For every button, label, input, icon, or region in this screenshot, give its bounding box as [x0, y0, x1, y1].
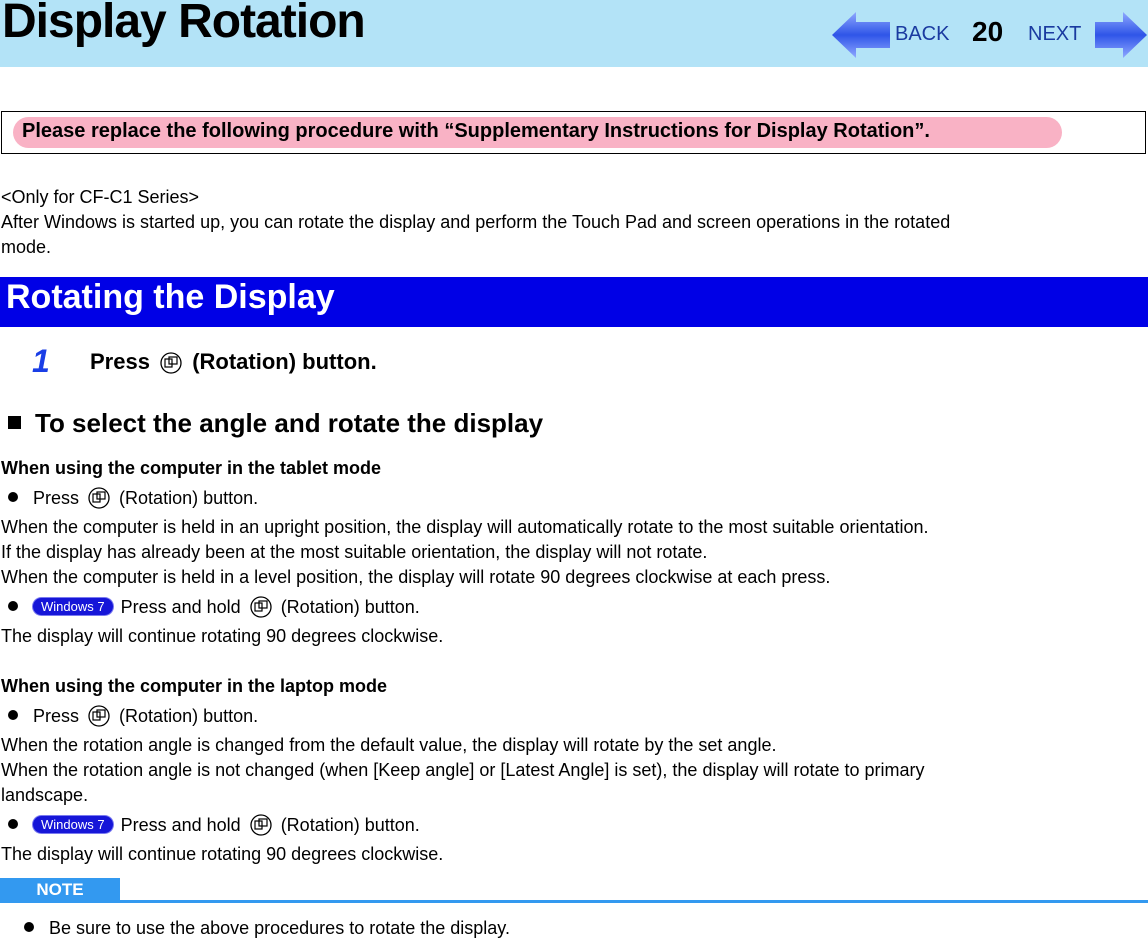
tablet-bullet-press — [8, 487, 258, 509]
tablet-line-3: When the computer is held in a level position, the display will rotate 90 degrees clockwise at each press. — [1, 567, 831, 587]
step-number: 1 — [32, 343, 50, 379]
rotation-button-text: (Rotation) button. — [119, 488, 259, 508]
rotation-button-icon — [160, 352, 182, 374]
step-press-text: Press — [90, 349, 150, 374]
tablet-line-2: If the display has already been at the most suitable orientation, the display will not rotate. — [1, 542, 708, 562]
laptop-bullet-press — [8, 705, 258, 727]
press-text: Press — [33, 706, 80, 726]
rotation-button-icon — [250, 596, 272, 618]
rotation-button-icon — [250, 814, 272, 836]
square-bullet-icon — [8, 416, 21, 429]
windows7-badge: Windows 7 — [33, 816, 113, 833]
next-button[interactable] — [1027, 12, 1147, 58]
rotation-button-icon — [88, 705, 110, 727]
page-number: 20 — [972, 16, 1004, 47]
step-rest-text: (Rotation) button. — [192, 349, 377, 374]
tablet-line-1: When the computer is held in an upright position, the display will automatically rotate to the most suitable orientation. — [1, 517, 929, 537]
sub-heading-text: To select the angle and rotate the display — [35, 408, 544, 438]
laptop-line-4: The display will continue rotating 90 degrees clockwise. — [1, 844, 444, 864]
rotation-button-text: (Rotation) button. — [119, 706, 259, 726]
bullet-dot-icon — [8, 492, 18, 502]
series-note: <Only for CF-C1 Series> — [1, 187, 200, 207]
laptop-line-2: When the rotation angle is not changed (when [Keep angle] or [Latest Angle] is set), the display will rotate to primary — [1, 760, 925, 780]
press-text: Press — [33, 488, 80, 508]
rotation-button-text: (Rotation) button. — [280, 815, 420, 835]
laptop-line-3: landscape. — [1, 785, 89, 805]
tablet-line-4: The display will continue rotating 90 degrees clockwise. — [1, 626, 444, 646]
bullet-dot-icon — [8, 819, 18, 829]
laptop-mode-heading: When using the computer in the laptop mode — [1, 676, 387, 696]
note-label: NOTE — [0, 878, 120, 902]
note-divider — [0, 900, 1148, 903]
next-arrow-icon — [1095, 12, 1147, 58]
rotation-button-text: (Rotation) button. — [280, 597, 420, 617]
tablet-mode-heading: When using the computer in the tablet mode — [1, 458, 382, 478]
intro-line-1: After Windows is started up, you can rotate the display and perform the Touch Pad and screen operations in the rotated — [1, 212, 951, 232]
replace-notice-box — [1, 111, 1146, 154]
tablet-bullet-hold — [8, 596, 420, 618]
replace-notice-text: Please replace the following procedure with “Supplementary Instructions for Display Rotation”. — [22, 120, 930, 142]
press-hold-text: Press and hold — [120, 815, 241, 835]
laptop-line-1: When the rotation angle is changed from the default value, the display will rotate by the set angle. — [1, 735, 777, 755]
press-hold-text: Press and hold — [120, 597, 241, 617]
section-title: Rotating the Display — [6, 278, 335, 316]
next-label: NEXT — [1028, 23, 1082, 45]
sub-heading — [8, 408, 543, 439]
windows7-badge: Windows 7 — [33, 598, 113, 615]
page-title: Display Rotation — [2, 0, 365, 48]
back-label: BACK — [895, 23, 950, 45]
section-header — [0, 277, 1148, 327]
note-item — [24, 918, 510, 939]
note-item-text: Be sure to use the above procedures to rotate the display. — [49, 918, 510, 938]
intro-line-2: mode. — [1, 237, 52, 257]
rotation-button-icon — [88, 487, 110, 509]
bullet-dot-icon — [8, 601, 18, 611]
back-arrow-icon — [832, 12, 892, 58]
back-button[interactable] — [832, 12, 962, 58]
step-instruction — [90, 349, 377, 375]
bullet-dot-icon — [24, 922, 34, 932]
page-header — [0, 0, 1148, 67]
laptop-bullet-hold — [8, 814, 420, 836]
bullet-dot-icon — [8, 710, 18, 720]
